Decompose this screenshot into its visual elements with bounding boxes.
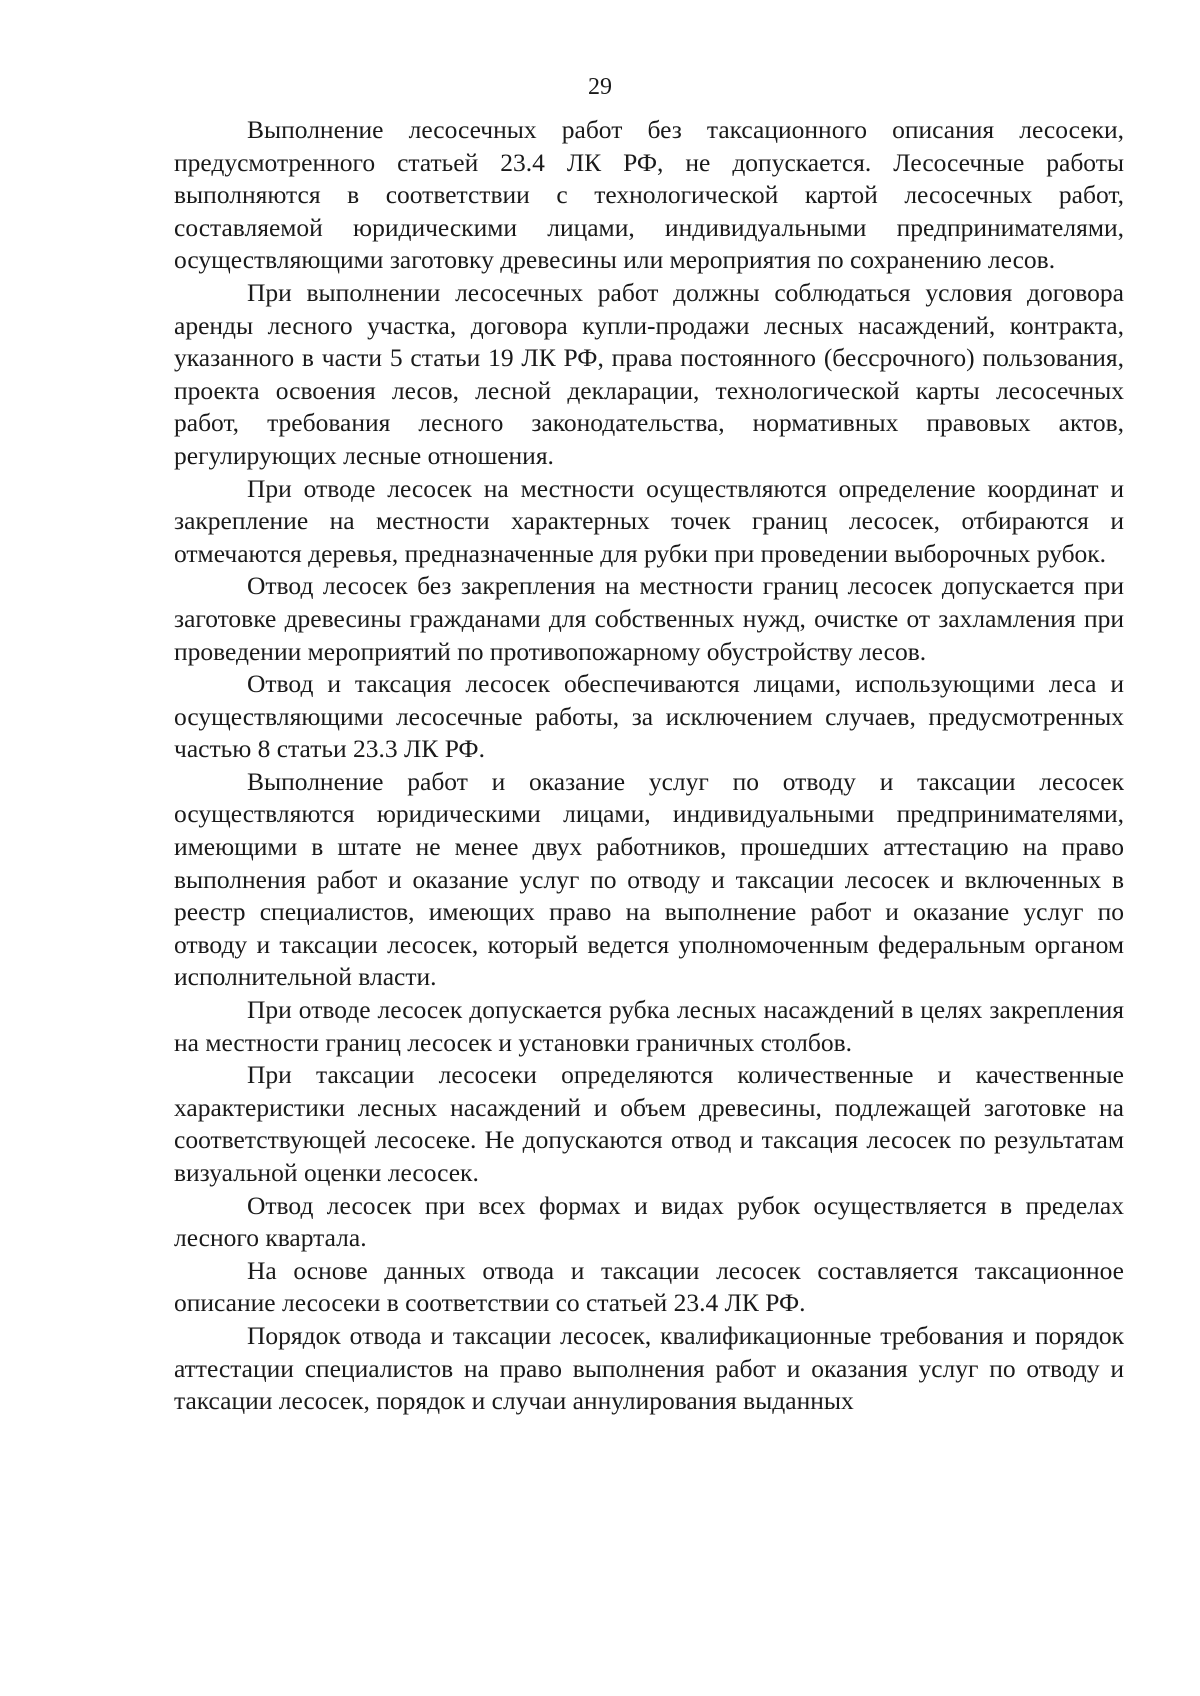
paragraph: Отвод лесосек без закрепления на местности границ лесосек допускается при заготовке древесины гражданами для собственных нужд, очистке от захламления при проведении мероприятий по противопожарному обустройству лесов. — [174, 571, 1124, 666]
document-body — [174, 114, 1124, 1418]
paragraph: При выполнении лесосечных работ должны соблюдаться условия договора аренды лесного участка, договора купли-продажи лесных насаждений, контракта, указанного в части 5 статьи 19 ЛК РФ, права постоянного (бессрочного) пользования, проекта освоения лесов, лесной декларации, технологической карты лесосечных работ, требования лесного законодательства, нормативных правовых актов, регулирующих лесные отношения. — [174, 277, 1124, 470]
paragraph: При отводе лесосек допускается рубка лесных насаждений в целях закрепления на местности границ лесосек и установки граничных столбов. — [174, 995, 1124, 1057]
paragraph: При отводе лесосек на местности осуществляются определение координат и закрепление на местности характерных точек границ лесосек, отбираются и отмечаются деревья, предназначенные для рубки при проведении выборочных рубок. — [174, 473, 1124, 568]
paragraph: Отвод лесосек при всех формах и видах рубок осуществляется в пределах лесного квартала. — [174, 1190, 1124, 1253]
page-number: 29 — [588, 74, 612, 100]
paragraph: На основе данных отвода и таксации лесосек составляется таксационное описание лесосеки в соответствии со статьей 23.4 ЛК РФ. — [174, 1255, 1124, 1318]
paragraph: Отвод и таксация лесосек обеспечиваются лицами, использующими леса и осуществляющими лесосечные работы, за исключением случаев, предусмотренных частью 8 статьи 23.3 ЛК РФ. — [174, 669, 1124, 764]
paragraph: Выполнение лесосечных работ без таксационного описания лесосеки, предусмотренного статьей 23.4 ЛК РФ, не допускается. Лесосечные работы выполняются в соответствии с технологической картой лесосечных работ, составляемой юридическими лицами, индивидуальными предпринимателями, осуществляющими заготовку древесины или мероприятия по сохранению лесов. — [174, 115, 1124, 275]
paragraph: При таксации лесосеки определяются количественные и качественные характеристики лесных насаждений и объем древесины, подлежащей заготовке на соответствующей лесосеке. Не допускаются отвод и таксация лесосек по результатам визуальной оценки лесосек. — [174, 1060, 1124, 1187]
paragraph: Выполнение работ и оказание услуг по отводу и таксации лесосек осуществляются юридическими лицами, индивидуальными предпринимателями, имеющими в штате не менее двух работников, прошедших аттестацию на право выполнения работ и оказание услуг по отводу и таксации лесосек и включенных в реестр специалистов, имеющих право на выполнение работ и оказание услуг по отводу и таксации лесосек, который ведется уполномоченным федеральным органом исполнительной власти. — [174, 766, 1124, 992]
paragraph: Порядок отвода и таксации лесосек, квалификационные требования и порядок аттестации специалистов на право выполнения работ и оказания услуг по отводу и таксации лесосек, порядок и случаи аннулирования выданных — [174, 1320, 1124, 1416]
